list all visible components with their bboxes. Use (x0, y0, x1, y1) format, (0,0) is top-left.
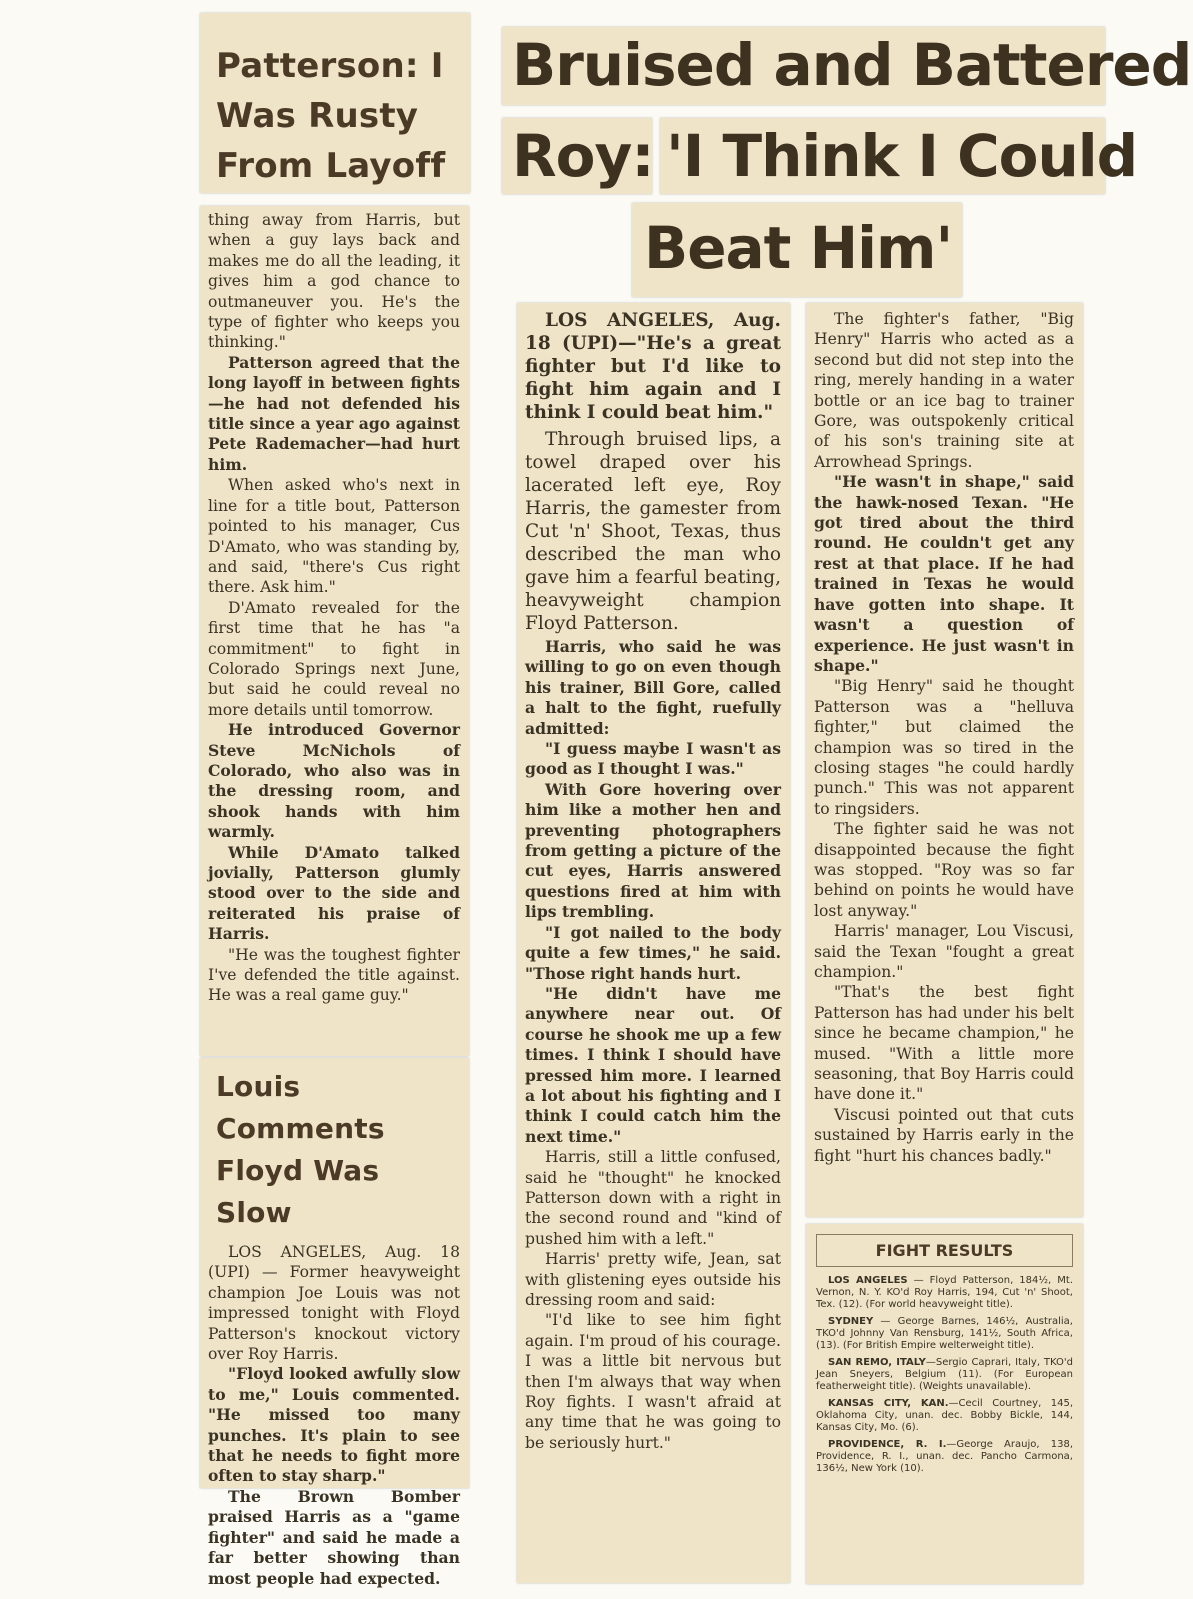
fight-result-place: KANSAS CITY, KAN. (828, 1398, 949, 1409)
paragraph: "Big Henry" said he thought Patterson was a "helluva fighter," but claimed the champion was so tired in the closing stages "he could hardly punch." This was not apparent to ringsiders. (814, 677, 1074, 818)
louis-article-clipping (200, 1058, 469, 1588)
right-paragraphs (814, 309, 1074, 1166)
patterson-story-column (200, 206, 469, 1056)
fight-result-text: — George Barnes, 146½, Australia, TKO'd Johnny Van Rensburg, 141½, South Africa, (13). (For British Empire welterweight title). (816, 1316, 1073, 1351)
paragraph: The fighter said he was not disappointed because the fight was stopped. "Roy was so far behind on points he would have lost anyway." (814, 820, 1074, 920)
louis-dateline: LOS ANGELES, Aug. 18 (UPI) — Former heavyweight champion Joe Louis was not impressed tonight with Floyd Patterson's knockout victory over Roy Harris. (208, 1243, 460, 1364)
main-headline-line2a: Roy: (502, 118, 652, 194)
paragraph: Harris, who said he was willing to go on even though his trainer, Bill Gore, called a halt to the fight, ruefully admitted: (525, 637, 781, 738)
paragraph: D'Amato revealed for the first time that he has "a commitment" to fight in Colorado Springs next June, but said he could reveal no more details until tomorrow. (208, 598, 460, 719)
paragraph: "He wasn't in shape," said the hawk-nosed Texan. "He got tired about the third round. He couldn't get any rest at that place. If he had trained in Texas he would have gotten into shape. It wasn't a question of experience. He just wasn't in shape." (814, 472, 1074, 675)
paragraph: "He was the toughest fighter I've defended the title against. He was a real game guy." (208, 945, 460, 1005)
paragraph: Harris' manager, Lou Viscusi, said the Texan "fought a great champion." (814, 922, 1074, 981)
harris-lead: Through bruised lips, a towel draped over his lacerated left eye, Roy Harris, the gamester from Cut 'n' Shoot, Texas, thus described the man who gave him a fearful beating, heavyweight champion Floyd Patterson. (525, 429, 781, 634)
patterson-paragraphs (208, 210, 460, 1006)
fight-result-item (816, 1398, 1073, 1434)
fight-results-list (816, 1275, 1073, 1475)
fight-result-place: PROVIDENCE, R. I. (828, 1439, 947, 1450)
paragraph: The fighter's father, "Big Henry" Harris who acted as a second but did not step into the ring, merely handing in a water bottle or an ice bag to trainer Gore, was outspokenly critical of his son's training site at Arrowhead Springs. (814, 310, 1074, 471)
harris-story-column (517, 303, 790, 1583)
harris-dateline: LOS ANGELES, Aug. 18 (UPI)—"He's a great fighter but I'd like to fight him again and I think I could beat him." (525, 310, 781, 423)
fight-result-place: SYDNEY (828, 1316, 874, 1327)
louis-headline: Louis Comments Floyd Was Slow (216, 1070, 385, 1229)
paragraph: Patterson agreed that the long layoff in between fights —he had not defended his title since a year ago against Pete Rademacher—had hurt him. (208, 352, 460, 474)
paragraph: Viscusi pointed out that cuts sustained by Harris early in the fight "hurt his chances badly." (814, 1105, 1074, 1165)
paragraph: "I got nailed to the body quite a few times," he said. "Those right hands hurt. (525, 922, 781, 983)
paragraph: "That's the best fight Patterson has had under his belt since he became champion," he mused. "With a little more seasoning, that Boy Harris could have done it." (814, 983, 1074, 1104)
fight-result-text: —Cecil Courtney, 145, Oklahoma City, unan. dec. Bobby Bickle, 144, Kansas City, Mo. (6). (816, 1398, 1074, 1433)
paragraph: thing away from Harris, but when a guy lays back and makes me do all the leading, it gives him a god chance to outmaneuver you. He's the type of fighter who keeps you thinking." (208, 211, 460, 352)
fight-result-item (816, 1439, 1073, 1475)
paragraph: Harris' pretty wife, Jean, sat with glistening eyes outside his dressing room and said: (525, 1250, 781, 1309)
fight-result-place: LOS ANGELES (828, 1275, 908, 1286)
fight-result-place: SAN REMO, ITALY (828, 1357, 926, 1368)
fight-result-text: —Sergio Caprari, Italy, TKO'd Jean Sneyers, Belgium (11). (For European featherweight title). (Weights unavailable). (816, 1357, 1073, 1392)
paragraph: Harris, still a little confused, said he "thought" he knocked Patterson down with a right in the second round and "kind of pushed him with a left." (525, 1148, 781, 1248)
paragraph: The Brown Bomber praised Harris as a "game fighter" and said he made a far better showing than most people had expected. (208, 1486, 460, 1588)
paragraph: With Gore hovering over him like a mother hen and preventing photographers from getting a picture of the cut eyes, Harris answered questions fired at him with lips trembling. (525, 779, 781, 922)
harris-story-continued-column (806, 303, 1083, 1217)
main-headline-line2b: 'I Think I Could (660, 118, 1105, 194)
main-headline-line1: Bruised and Battered (502, 27, 1105, 105)
fight-result-text: —George Araujo, 138, Providence, R. I., unan. dec. Pancho Carmona, 136½, New York (10). (816, 1439, 1073, 1474)
fight-result-text: — Floyd Patterson, 184½, Mt. Vernon, N. Y. KO'd Roy Harris, 194, Cut 'n' Shoot, Tex. (12). (For world heavyweight title). (816, 1275, 1073, 1310)
fight-results-title: FIGHT RESULTS (816, 1234, 1073, 1267)
fight-results-box (806, 1224, 1083, 1584)
fight-result-item (816, 1316, 1073, 1352)
patterson-headline-clipping (200, 13, 470, 193)
patterson-headline: Patterson: I Was Rusty From Layoff (216, 46, 446, 186)
paragraph: "He didn't have me anywhere near out. Of course he shook me up a few times. I think I should have pressed him more. I learned a lot about his fighting and I think I could catch him the next time." (525, 983, 781, 1146)
paragraph: "Floyd looked awfully slow to me," Louis commented. "He missed too many punches. It's plain to see that he needs to fight more often to stay sharp." (208, 1364, 460, 1486)
harris-paragraphs (525, 637, 781, 1453)
paragraph: "I'd like to see him fight again. I'm proud of his courage. I was a little bit nervous but then I'm always that way when Roy fights. I wasn't afraid at any time that he was going to be seriously hurt." (525, 1311, 781, 1452)
paragraph: While D'Amato talked jovially, Patterson glumly stood over to the side and reiterated his praise of Harris. (208, 842, 460, 944)
paragraph: He introduced Governor Steve McNichols of Colorado, who also was in the dressing room, and shook hands with him warmly. (208, 720, 460, 842)
louis-paragraphs (208, 1364, 460, 1588)
paragraph: "I guess maybe I wasn't as good as I thought I was." (525, 739, 781, 779)
paragraph: When asked who's next in line for a title bout, Patterson pointed to his manager, Cus D'Amato, who was standing by, and said, "there's Cus right there. Ask him." (208, 476, 460, 597)
fight-result-item (816, 1275, 1073, 1311)
fight-result-item (816, 1357, 1073, 1393)
main-headline-line3: Beat Him' (632, 203, 962, 297)
